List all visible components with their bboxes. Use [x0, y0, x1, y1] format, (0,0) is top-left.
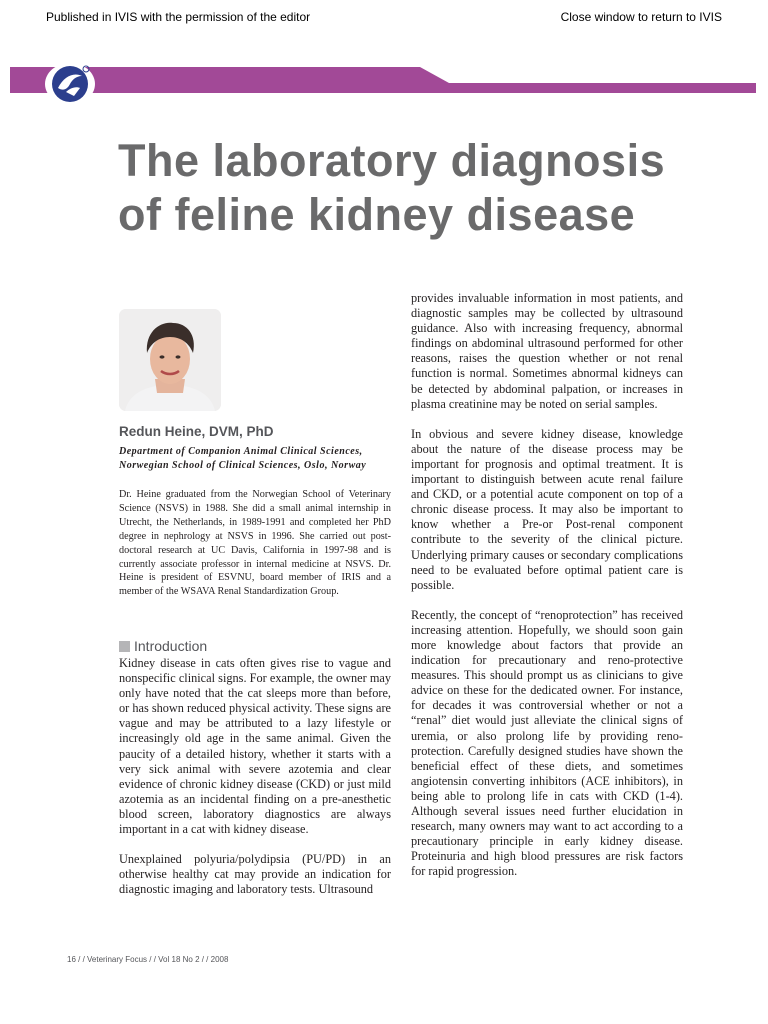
title-line-1: The laboratory diagnosis — [118, 135, 666, 186]
header-band — [0, 60, 768, 108]
article-title — [118, 134, 738, 242]
intro-paragraph-2: Unexplained polyuria/polydipsia (PU/PD) in an otherwise healthy cat may provide an indication for diagnostic imaging and laboratory tests. Ultrasound — [119, 852, 391, 897]
title-line-2: of feline kidney disease — [118, 189, 636, 240]
intro-paragraph-1: Kidney disease in cats often gives rise to vague and nonspecific clinical signs. For example, the owner may only have noted that the cat sleeps more than before, or has shown reduced physical activity. These signs are vague and may be attributed to a lazy lifestyle or increasingly old age in the same animal. Given the paucity of a detailed history, whether it starts with a very sick animal with severe azotemia and clear evidence of chronic kidney disease (CKD) or just mild azotemia as an incidental finding on a pre-anesthetic blood screen, laboratory diagnostics are always important in a cat with kidney disease. — [119, 656, 391, 837]
page-footer: 16 / / Veterinary Focus / / Vol 18 No 2 / / 2008 — [67, 955, 229, 964]
introduction-heading-text: Introduction — [134, 638, 208, 654]
author-name: Redun Heine, DVM, PhD — [119, 424, 274, 439]
author-affiliation: Department of Companion Animal Clinical Sciences, Norwegian School of Clinical Sciences, Oslo, Norway — [119, 446, 367, 471]
introduction-heading — [119, 638, 207, 654]
published-note: Published in IVIS with the permission of the editor — [46, 10, 311, 24]
close-window-link[interactable]: Close window to return to IVIS — [560, 10, 722, 24]
ivis-logo-icon — [44, 62, 96, 106]
right-column-body — [411, 291, 683, 894]
right-paragraph-2: In obvious and severe kidney disease, knowledge about the nature of the disease process may be important for prognosis and optimal treatment. It is important to distinguish between acute renal failure and CKD, or a potential acute component on top of a chronic disease process. It may also be important to know whether a Pre-or Post-renal component contribute to the severity of the clinical picture. Underlying primary causes or secondary complications need to be evaluated before optimal patient care is possible. — [411, 426, 683, 592]
right-paragraph-1: provides invaluable information in most patients, and diagnostic samples may be collected by ultrasound guidance. Also with increasing frequency, abnormal findings on abdominal ultrasound performed for other reasons, raises the question whether or not renal function is normal. Sometimes abnormal kidneys can be detected by abdominal palpation, or increases in plasma creatinine may be noted on serial samples. — [411, 291, 683, 411]
top-bar — [46, 10, 722, 26]
section-bullet-icon — [119, 641, 130, 652]
left-column-body — [119, 656, 391, 912]
author-photo — [119, 309, 221, 411]
right-paragraph-3: Recently, the concept of “renoprotection” has received increasing attention. Hopefully, we should soon gain more knowledge about factors that provide an indication for precautionary and reno-protective measures. This should prompt us as clinicians to give advice on these for the dedicated owner. For instance, for decades it was controversial whether or not a “renal” diet would just alleviate the clinical signs of uremia, or also prolong life by providing reno-protection. Carefully designed studies have shown the beneficial effect of these diets, and sometimes angiotensin converting inhibitors (ACE inhibitors), in being able to prolong life in cats with CKD (1-4). Although several issues need further elucidation in research, many owners may want to act according to a precautionary principle in early kidney disease. Proteinuria and high blood pressures are risk factors for rapid progression. — [411, 607, 683, 879]
author-bio: Dr. Heine graduated from the Norwegian School of Veterinary Science (NSVS) in 1988. She did a small animal internship in Utrecht, the Netherlands, in 1989-1991 and completed her PhD degree in nephrology at NSVS in 1996. She carried out post-doctoral research at UC Davis, California in 1997-98 and is currently associate professor in internal medicine at NSVS. Dr. Heine is president of ESVNU, board member of IRIS and a member of the WSAVA Renal Standardization Group. — [119, 489, 391, 598]
